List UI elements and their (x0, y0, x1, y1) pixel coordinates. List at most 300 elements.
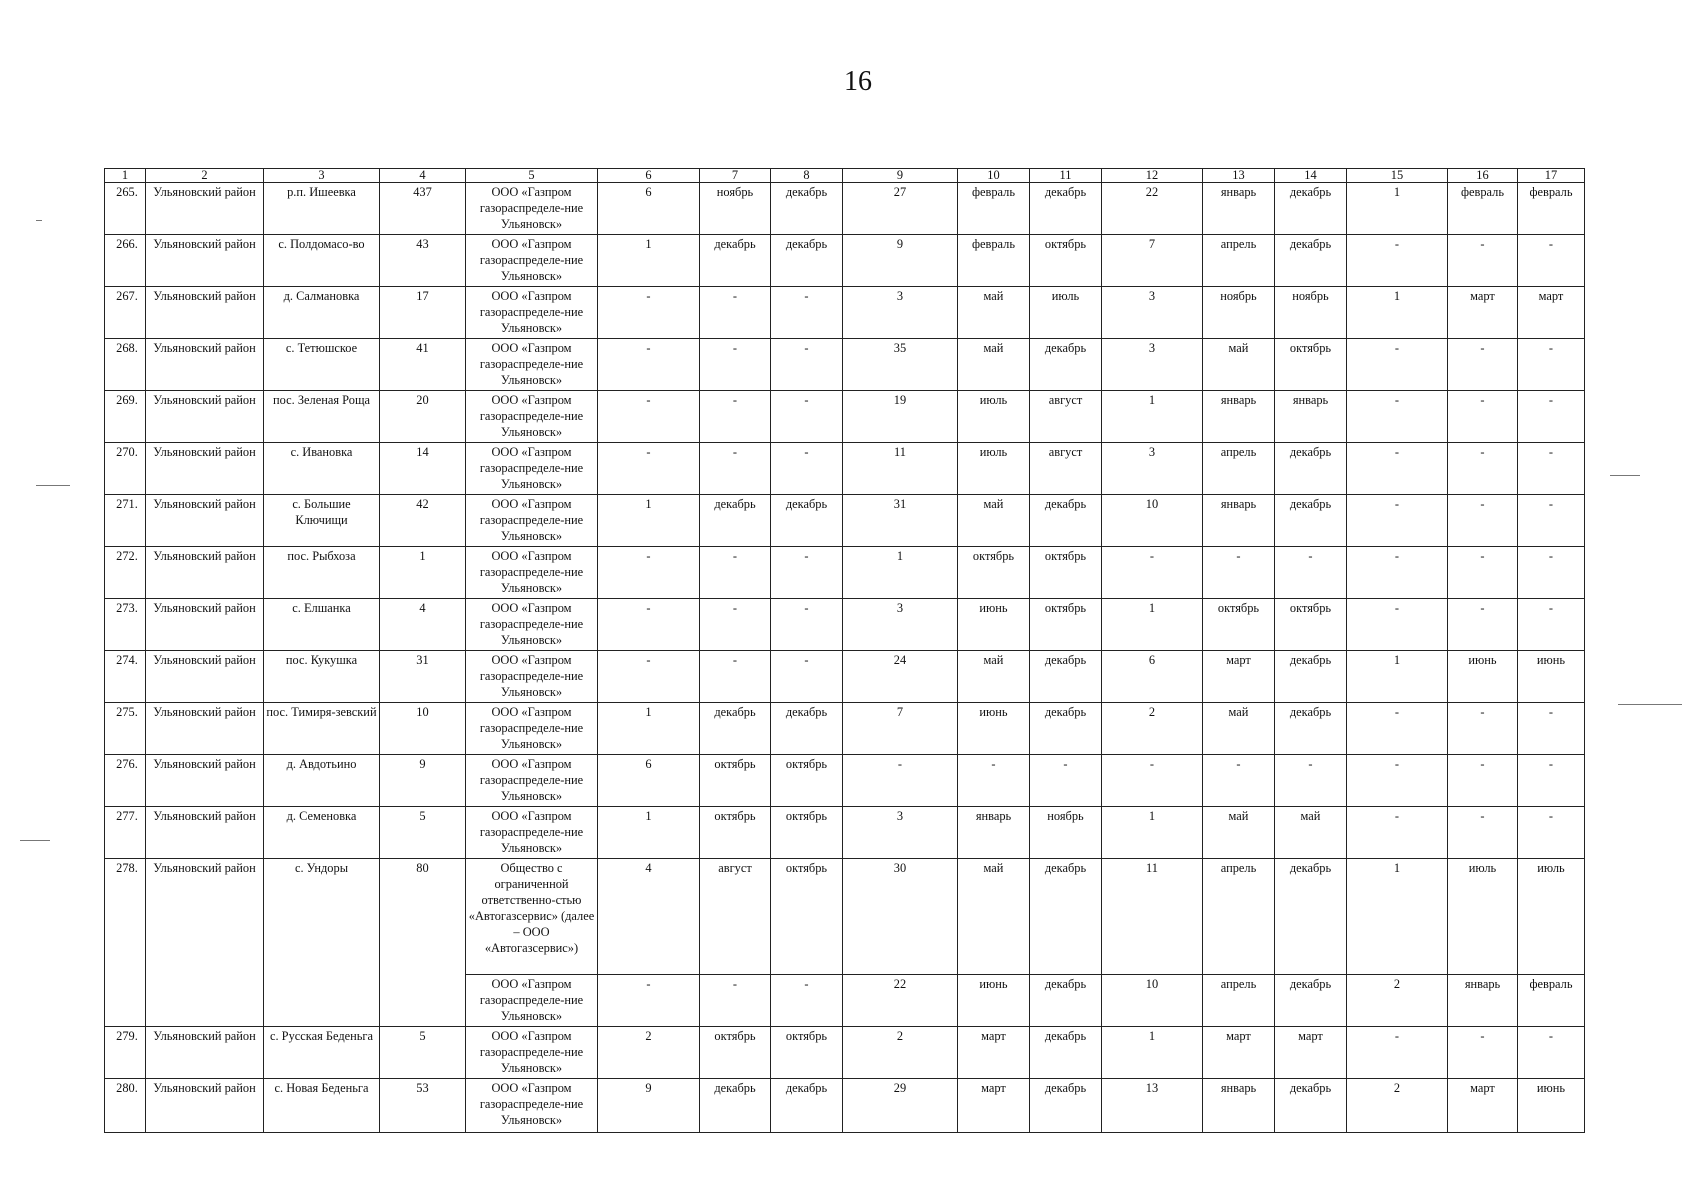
table-cell: с. Полдомасо-во (264, 235, 380, 287)
table-cell: с. Новая Беденьга (264, 1079, 380, 1133)
table-row (105, 391, 1585, 443)
table-cell: 267. (105, 287, 146, 339)
table-cell: 20 (380, 391, 466, 443)
table-cell: 9 (380, 755, 466, 807)
table-cell: 2 (598, 1027, 700, 1079)
table-cell: 30 (843, 859, 958, 975)
table-cell: апрель (1203, 235, 1275, 287)
table-cell: январь (1448, 975, 1518, 1027)
table-cell: - (1347, 599, 1448, 651)
table-cell: май (958, 651, 1030, 703)
table-cell: - (771, 443, 843, 495)
table-cell: май (958, 339, 1030, 391)
table-cell: 6 (598, 755, 700, 807)
table-cell: 266. (105, 235, 146, 287)
table-cell: 80 (380, 859, 466, 1027)
table-cell: - (1518, 599, 1585, 651)
table-cell: 6 (598, 183, 700, 235)
table-cell: - (1518, 807, 1585, 859)
table-cell: декабрь (771, 1079, 843, 1133)
table-cell: декабрь (1275, 975, 1347, 1027)
table-cell: 1 (1347, 287, 1448, 339)
table-cell: январь (1203, 1079, 1275, 1133)
table-cell: декабрь (771, 495, 843, 547)
table-cell: 274. (105, 651, 146, 703)
table-cell: 3 (1102, 339, 1203, 391)
table-cell: - (1518, 755, 1585, 807)
table-cell: с. Большие Ключищи (264, 495, 380, 547)
table-row (105, 1079, 1585, 1133)
table-cell: октябрь (771, 1027, 843, 1079)
table-cell: - (1518, 443, 1585, 495)
table-cell: - (958, 755, 1030, 807)
table-cell: - (1448, 1027, 1518, 1079)
table-cell: пос. Рыбхоза (264, 547, 380, 599)
table-cell: Ульяновский район (146, 703, 264, 755)
header-cell: 1 (105, 169, 146, 183)
table-row (105, 183, 1585, 235)
table-cell: 279. (105, 1027, 146, 1079)
table-row (105, 599, 1585, 651)
table-cell: - (700, 287, 771, 339)
table-cell: - (771, 547, 843, 599)
table-cell: август (700, 859, 771, 975)
header-cell: 10 (958, 169, 1030, 183)
table-cell: 5 (380, 1027, 466, 1079)
table-cell: пос. Тимиря-зевский (264, 703, 380, 755)
table-cell: д. Авдотьино (264, 755, 380, 807)
table-cell: 31 (843, 495, 958, 547)
table-cell: апрель (1203, 443, 1275, 495)
table-cell: 9 (843, 235, 958, 287)
table-cell: июль (1448, 859, 1518, 975)
page-number: 16 (844, 66, 872, 97)
table-row (105, 235, 1585, 287)
table-cell: апрель (1203, 859, 1275, 975)
table-cell: декабрь (1030, 975, 1102, 1027)
table-cell: д. Салмановка (264, 287, 380, 339)
table-cell: 13 (1102, 1079, 1203, 1133)
header-cell: 17 (1518, 169, 1585, 183)
table-cell: с. Ундоры (264, 859, 380, 1027)
table-cell: январь (1203, 495, 1275, 547)
table-cell: 271. (105, 495, 146, 547)
table-cell: ООО «Газпром газораспределе-ние Ульяновск» (466, 599, 598, 651)
scan-speck (20, 840, 50, 841)
table-cell: октябрь (700, 807, 771, 859)
table-cell: 1 (1102, 599, 1203, 651)
table-cell: Ульяновский район (146, 443, 264, 495)
table-cell: 43 (380, 235, 466, 287)
table-cell: декабрь (1030, 651, 1102, 703)
table-cell: февраль (1448, 183, 1518, 235)
table-cell: 1 (598, 495, 700, 547)
table-cell: - (1347, 391, 1448, 443)
table-cell: пос. Зеленая Роща (264, 391, 380, 443)
header-cell: 4 (380, 169, 466, 183)
table-cell: - (598, 287, 700, 339)
table-cell: 29 (843, 1079, 958, 1133)
table-cell: февраль (958, 235, 1030, 287)
scan-speck (36, 220, 42, 221)
table-cell: - (1347, 339, 1448, 391)
table-cell: - (700, 391, 771, 443)
table-cell: октябрь (1275, 339, 1347, 391)
table-cell: декабрь (1030, 183, 1102, 235)
table-cell: - (1347, 235, 1448, 287)
table-cell: май (1203, 339, 1275, 391)
table-cell: - (700, 651, 771, 703)
table-cell: ноябрь (1275, 287, 1347, 339)
table-cell: ООО «Газпром газораспределе-ние Ульяновск» (466, 443, 598, 495)
table-cell: - (771, 339, 843, 391)
table-cell: - (1448, 235, 1518, 287)
table-cell: июль (1030, 287, 1102, 339)
table-cell: 41 (380, 339, 466, 391)
table-cell: декабрь (1275, 859, 1347, 975)
table-cell: декабрь (1030, 339, 1102, 391)
table-cell: 269. (105, 391, 146, 443)
table-row (105, 755, 1585, 807)
table-cell: 17 (380, 287, 466, 339)
table-row (105, 287, 1585, 339)
header-cell: 8 (771, 169, 843, 183)
table-cell: октябрь (700, 755, 771, 807)
table-cell: октябрь (958, 547, 1030, 599)
table-cell: 3 (843, 807, 958, 859)
table-cell: - (771, 599, 843, 651)
table-cell: - (598, 651, 700, 703)
table-cell: октябрь (700, 1027, 771, 1079)
table-cell: декабрь (700, 495, 771, 547)
table-cell: ООО «Газпром газораспределе-ние Ульяновск» (466, 495, 598, 547)
table-cell: 7 (1102, 235, 1203, 287)
table-cell: май (958, 859, 1030, 975)
table-cell: 1 (1347, 651, 1448, 703)
table-cell: ООО «Газпром газораспределе-ние Ульяновск» (466, 235, 598, 287)
table-cell: ООО «Газпром газораспределе-ние Ульяновск» (466, 703, 598, 755)
table-cell: - (700, 599, 771, 651)
table-cell: - (1518, 495, 1585, 547)
table-cell: июль (958, 391, 1030, 443)
table-cell: июль (1518, 859, 1585, 975)
table-cell: - (1518, 547, 1585, 599)
table-cell: декабрь (1030, 495, 1102, 547)
table-row (105, 807, 1585, 859)
table-cell: июнь (958, 703, 1030, 755)
table-cell: 19 (843, 391, 958, 443)
table-cell: 35 (843, 339, 958, 391)
table-cell: октябрь (1030, 547, 1102, 599)
table-cell: май (958, 287, 1030, 339)
table-cell: май (1203, 703, 1275, 755)
scan-speck (1610, 475, 1640, 476)
table-cell: май (1275, 807, 1347, 859)
table-cell: ООО «Газпром газораспределе-ние Ульяновск» (466, 547, 598, 599)
table-cell: Ульяновский район (146, 859, 264, 1027)
table-cell: - (1448, 755, 1518, 807)
table-cell: июнь (958, 599, 1030, 651)
table-row (105, 651, 1585, 703)
table-cell: 1 (843, 547, 958, 599)
table-cell: июнь (958, 975, 1030, 1027)
table-cell: 280. (105, 1079, 146, 1133)
table-cell: 3 (843, 599, 958, 651)
table-cell: 9 (598, 1079, 700, 1133)
table-cell: Ульяновский район (146, 1027, 264, 1079)
table-cell: Ульяновский район (146, 235, 264, 287)
table-cell: 268. (105, 339, 146, 391)
table-cell: август (1030, 443, 1102, 495)
table-cell: декабрь (1275, 703, 1347, 755)
table-cell: - (771, 287, 843, 339)
table-cell: - (1518, 703, 1585, 755)
table-cell: декабрь (771, 703, 843, 755)
table-cell: 2 (1347, 975, 1448, 1027)
table-cell: - (598, 339, 700, 391)
table-cell: 278. (105, 859, 146, 1027)
table-cell: - (700, 975, 771, 1027)
table-cell: - (1347, 495, 1448, 547)
table-cell: октябрь (771, 807, 843, 859)
table-cell: - (1448, 807, 1518, 859)
header-cell: 16 (1448, 169, 1518, 183)
table-cell: март (1448, 287, 1518, 339)
table-cell: Ульяновский район (146, 287, 264, 339)
table-cell: март (1203, 651, 1275, 703)
table-cell: декабрь (1275, 183, 1347, 235)
header-cell: 2 (146, 169, 264, 183)
table-cell: 1 (380, 547, 466, 599)
table-cell: декабрь (771, 235, 843, 287)
table-cell: 22 (843, 975, 958, 1027)
scan-speck (1618, 704, 1682, 705)
table-cell: октябрь (771, 755, 843, 807)
table-cell: февраль (1518, 975, 1585, 1027)
table-cell: 31 (380, 651, 466, 703)
data-table (104, 168, 1585, 1133)
table-cell: декабрь (1275, 235, 1347, 287)
table-cell: июнь (1518, 651, 1585, 703)
table-cell: 1 (1102, 807, 1203, 859)
table-cell: январь (958, 807, 1030, 859)
table-cell: декабрь (1275, 651, 1347, 703)
table-cell: - (1448, 703, 1518, 755)
table-cell: декабрь (1275, 443, 1347, 495)
table-cell: март (958, 1079, 1030, 1133)
table-cell: ООО «Газпром газораспределе-ние Ульяновск» (466, 1079, 598, 1133)
table-cell: - (771, 651, 843, 703)
header-cell: 11 (1030, 169, 1102, 183)
table-cell: ООО «Газпром газораспределе-ние Ульяновск» (466, 651, 598, 703)
table-cell: - (1448, 339, 1518, 391)
table-cell: с. Елшанка (264, 599, 380, 651)
table-cell: ООО «Газпром газораспределе-ние Ульяновск» (466, 287, 598, 339)
table-cell: 1 (598, 703, 700, 755)
table-cell: ООО «Газпром газораспределе-ние Ульяновск» (466, 183, 598, 235)
table-cell: ООО «Газпром газораспределе-ние Ульяновск» (466, 391, 598, 443)
table-cell: 4 (380, 599, 466, 651)
table-cell: 1 (1347, 859, 1448, 975)
table-cell: 11 (843, 443, 958, 495)
table-row (105, 443, 1585, 495)
table-cell: Ульяновский район (146, 807, 264, 859)
table-cell: 270. (105, 443, 146, 495)
table-cell: с. Ивановка (264, 443, 380, 495)
table-cell: - (771, 975, 843, 1027)
table-row (105, 703, 1585, 755)
header-row (105, 169, 1585, 183)
table-cell: декабрь (1030, 859, 1102, 975)
table-cell: март (1518, 287, 1585, 339)
table-cell: июль (958, 443, 1030, 495)
table-cell: октябрь (1203, 599, 1275, 651)
table-cell: - (700, 443, 771, 495)
table-cell: январь (1203, 391, 1275, 443)
table-cell: - (771, 391, 843, 443)
table-cell: июнь (1448, 651, 1518, 703)
table-cell: - (1347, 703, 1448, 755)
table-cell: - (598, 547, 700, 599)
table-cell: март (1448, 1079, 1518, 1133)
table-cell: пос. Кукушка (264, 651, 380, 703)
table-cell: Общество с ограниченной ответственно-стью «Автогазсервис» (далее – ООО «Автогазсервис») (466, 859, 598, 975)
table-cell: ноябрь (1030, 807, 1102, 859)
table-cell: 277. (105, 807, 146, 859)
table-cell: 10 (1102, 975, 1203, 1027)
table-cell: 5 (380, 807, 466, 859)
table-cell: - (1347, 1027, 1448, 1079)
table-cell: ноябрь (1203, 287, 1275, 339)
table-row (105, 495, 1585, 547)
header-cell: 3 (264, 169, 380, 183)
table-cell: 265. (105, 183, 146, 235)
table-cell: Ульяновский район (146, 651, 264, 703)
table-cell: октябрь (1275, 599, 1347, 651)
table-cell: 1 (598, 235, 700, 287)
table-cell: июнь (1518, 1079, 1585, 1133)
table-cell: 273. (105, 599, 146, 651)
table-cell: 6 (1102, 651, 1203, 703)
table-cell: - (1102, 547, 1203, 599)
table-cell: 272. (105, 547, 146, 599)
table-cell: ООО «Газпром газораспределе-ние Ульяновск» (466, 339, 598, 391)
header-cell: 15 (1347, 169, 1448, 183)
table-cell: - (1448, 495, 1518, 547)
table-cell: - (1448, 391, 1518, 443)
table-cell: октябрь (1030, 235, 1102, 287)
table-cell: февраль (958, 183, 1030, 235)
table-cell: - (1275, 547, 1347, 599)
table-cell: - (1347, 547, 1448, 599)
header-cell: 13 (1203, 169, 1275, 183)
table-cell: октябрь (771, 859, 843, 975)
table-cell: - (1448, 443, 1518, 495)
table-cell: 22 (1102, 183, 1203, 235)
table-cell: 10 (380, 703, 466, 755)
table-cell: Ульяновский район (146, 547, 264, 599)
table-cell: Ульяновский район (146, 183, 264, 235)
table-cell: декабрь (1030, 1027, 1102, 1079)
table-cell: 4 (598, 859, 700, 975)
table-cell: 1 (1347, 183, 1448, 235)
table-cell: декабрь (1275, 495, 1347, 547)
table-cell: 1 (1102, 391, 1203, 443)
table-cell: 24 (843, 651, 958, 703)
header-cell: 7 (700, 169, 771, 183)
table-cell: 53 (380, 1079, 466, 1133)
table-cell: 2 (1102, 703, 1203, 755)
table-cell: 2 (1347, 1079, 1448, 1133)
table-cell: - (1102, 755, 1203, 807)
table-cell: - (598, 599, 700, 651)
table-cell: декабрь (700, 235, 771, 287)
table-cell: р.п. Ишеевка (264, 183, 380, 235)
table-cell: - (598, 391, 700, 443)
table-cell: Ульяновский район (146, 339, 264, 391)
table-row (105, 1027, 1585, 1079)
table-cell: март (1275, 1027, 1347, 1079)
table-cell: Ульяновский район (146, 599, 264, 651)
table-cell: ООО «Газпром газораспределе-ние Ульяновск» (466, 1027, 598, 1079)
table-cell: - (1347, 443, 1448, 495)
table-cell: - (700, 339, 771, 391)
table-cell: декабрь (1030, 703, 1102, 755)
table-cell: декабрь (1275, 1079, 1347, 1133)
table-cell: январь (1275, 391, 1347, 443)
table-cell: январь (1203, 183, 1275, 235)
header-cell: 5 (466, 169, 598, 183)
table-cell: 27 (843, 183, 958, 235)
table-cell: - (1347, 755, 1448, 807)
table-cell: 42 (380, 495, 466, 547)
table-cell: Ульяновский район (146, 391, 264, 443)
table-cell: ООО «Газпром газораспределе-ние Ульяновск» (466, 807, 598, 859)
table-cell: 10 (1102, 495, 1203, 547)
header-cell: 9 (843, 169, 958, 183)
table-cell: февраль (1518, 183, 1585, 235)
table-cell: - (1030, 755, 1102, 807)
table-cell: ООО «Газпром газораспределе-ние Ульяновск» (466, 975, 598, 1027)
table-cell: декабрь (771, 183, 843, 235)
table-cell: май (958, 495, 1030, 547)
table-cell: д. Семеновка (264, 807, 380, 859)
table-cell: 7 (843, 703, 958, 755)
table-cell: декабрь (1030, 1079, 1102, 1133)
table-cell: 11 (1102, 859, 1203, 975)
table-cell: - (843, 755, 958, 807)
table-cell: - (1203, 547, 1275, 599)
table-cell: - (1518, 391, 1585, 443)
table-cell: апрель (1203, 975, 1275, 1027)
table-cell: - (1448, 547, 1518, 599)
table-cell: - (1203, 755, 1275, 807)
table-cell: 3 (1102, 287, 1203, 339)
table-cell: 276. (105, 755, 146, 807)
table-cell: октябрь (1030, 599, 1102, 651)
table-cell: - (1448, 599, 1518, 651)
table-cell: - (598, 975, 700, 1027)
table-cell: декабрь (700, 1079, 771, 1133)
table-cell: 1 (1102, 1027, 1203, 1079)
table-cell: - (1518, 339, 1585, 391)
table-cell: 3 (1102, 443, 1203, 495)
table-cell: с. Русская Беденьга (264, 1027, 380, 1079)
table-cell: Ульяновский район (146, 1079, 264, 1133)
table-cell: - (1347, 807, 1448, 859)
table-cell: август (1030, 391, 1102, 443)
table-cell: ноябрь (700, 183, 771, 235)
